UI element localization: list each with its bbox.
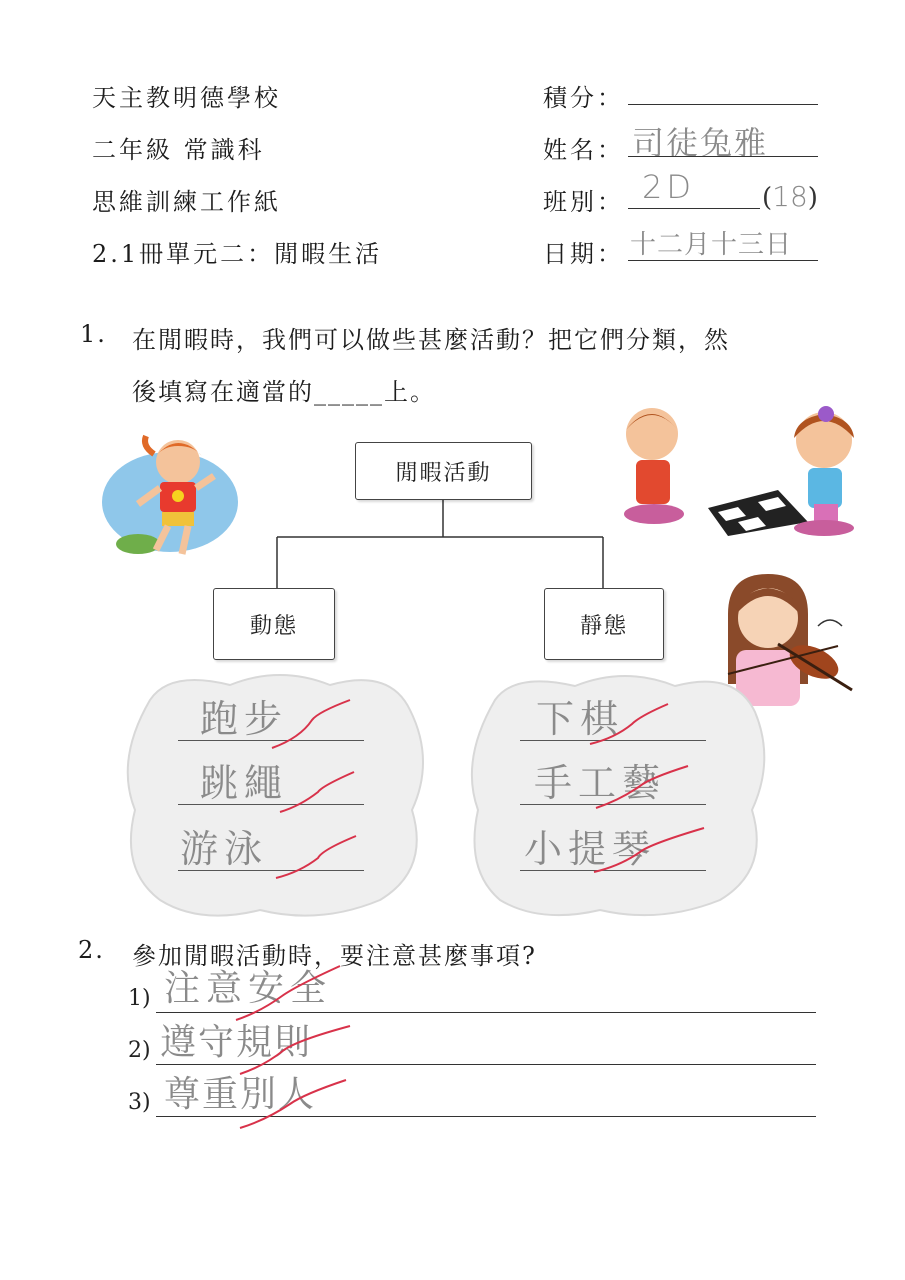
tick-mark-icon xyxy=(236,966,340,1020)
close-paren: ) xyxy=(807,183,818,213)
unit-title: 2.1冊單元二：閒暇生活 xyxy=(92,240,383,268)
q2-item-label-3: 3) xyxy=(128,1090,151,1115)
q2-text: 參加閒暇活動時，要注意甚麼事項? xyxy=(132,942,537,970)
static-answer-1[interactable]: 下棋 xyxy=(536,697,625,741)
static-answer-2[interactable]: 手工藝 xyxy=(534,761,667,805)
dynamic-answer-1[interactable]: 跑步 xyxy=(200,697,289,741)
date-label: 日期： xyxy=(543,240,624,268)
q2-answer-1[interactable]: 注意安全 xyxy=(164,968,333,1009)
root-box: 閒暇活動 xyxy=(355,442,532,500)
class-number-value: 18 xyxy=(772,180,808,213)
tick-mark-icon xyxy=(590,704,668,744)
q2-answer-2[interactable]: 遵守規則 xyxy=(160,1022,313,1063)
grade-subject: 二年級 常識科 xyxy=(92,136,265,164)
tick-mark-icon xyxy=(240,1080,346,1128)
tick-mark-icon xyxy=(240,1026,350,1074)
dynamic-answer-2[interactable]: 跳繩 xyxy=(200,761,289,805)
q2-item-label-2: 2) xyxy=(128,1038,151,1063)
date-value: 十二月十三日 xyxy=(630,230,793,260)
open-paren: ( xyxy=(762,183,773,213)
tick-mark-icon xyxy=(276,836,356,878)
class-value: 2D xyxy=(642,168,695,206)
name-label: 姓名： xyxy=(543,136,624,164)
dynamic-box: 動態 xyxy=(213,588,335,660)
name-value: 司徒兔雅 xyxy=(632,124,769,162)
q2-item-label-1: 1) xyxy=(128,986,151,1011)
static-answer-3[interactable]: 小提琴 xyxy=(524,827,657,871)
score-label: 積分： xyxy=(543,84,624,112)
tick-mark-icon xyxy=(272,700,350,748)
q1-text-line1: 在閒暇時，我們可以做些甚麼活動？把它們分類，然 xyxy=(132,326,730,354)
static-box: 靜態 xyxy=(544,588,664,660)
q1-number: 1. xyxy=(80,320,107,348)
tick-mark-icon xyxy=(280,772,354,812)
q2-number: 2. xyxy=(78,936,105,964)
worksheet-title: 思維訓練工作紙 xyxy=(92,188,281,216)
q1-text-line2: 後填寫在適當的_____上。 xyxy=(132,378,436,406)
school-name: 天主教明德學校 xyxy=(92,84,281,112)
q2-answer-3[interactable]: 尊重別人 xyxy=(164,1074,317,1115)
class-label: 班別： xyxy=(543,188,624,216)
dynamic-answer-3[interactable]: 游泳 xyxy=(180,827,269,871)
tick-mark-icon xyxy=(596,766,688,808)
tick-mark-icon xyxy=(594,828,704,872)
